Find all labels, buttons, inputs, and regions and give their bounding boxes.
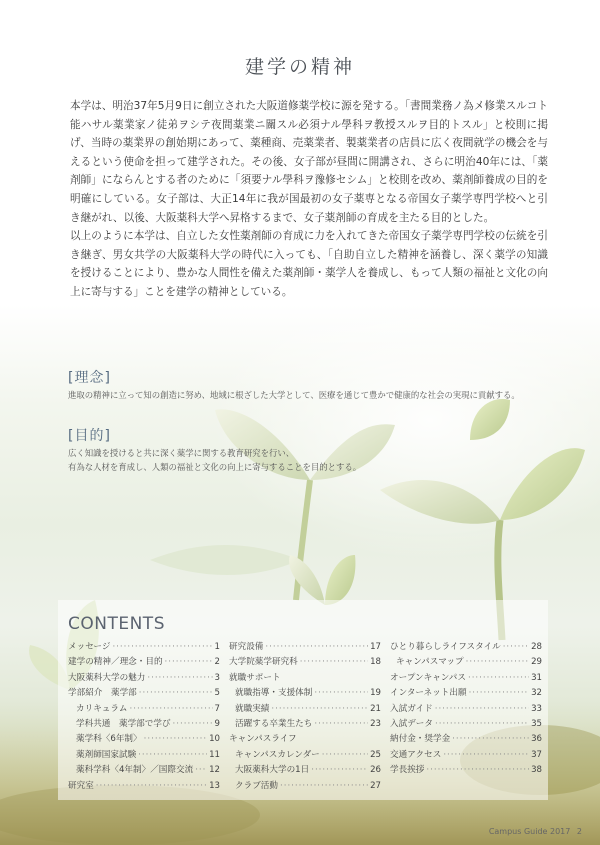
toc-leader-dots [426,763,529,778]
toc-item-label: メッセージ [68,642,111,652]
toc-leader-dots [314,686,368,701]
toc-item-label: 大学院薬学研究科 [229,657,298,668]
toc-item-page: 21 [370,703,381,714]
toc-leader-dots [280,779,368,794]
toc-column-2 [229,640,381,794]
toc-item-label: 就職実績 [235,703,270,714]
toc-item-page: 17 [370,642,381,652]
toc-item-label: 薬学科〈6年制〉 [76,734,142,745]
page-number: 2 [576,827,582,836]
toc-item[interactable] [390,763,542,778]
toc-item-page: 3 [214,672,220,683]
toc-item-page: 2 [214,657,220,668]
toc-item-label: 交通アクセス [390,749,442,760]
toc-item-label: 研究設備 [229,642,264,652]
toc-item-page: 18 [370,657,381,668]
toc-item[interactable] [390,671,542,686]
rinen-heading: [理念] [68,370,111,386]
toc-item-page: 5 [214,688,220,699]
toc-item-page: 33 [531,703,542,714]
toc-item-label: 就職指導・支援体制 [235,688,313,699]
mokuteki-line-2: 有為な人材を育成し、人類の福祉と文化の向上に寄与することを目的とする。 [68,461,362,472]
toc-item[interactable] [68,702,220,717]
toc-item[interactable] [229,702,381,717]
toc-item[interactable] [68,763,220,778]
toc-item-label: 学科共通 薬学部で学び [76,718,171,729]
toc-item-page: 9 [214,718,220,729]
toc-item-page: 38 [531,765,542,776]
founding-spirit-text [70,97,548,302]
toc-item-label: カリキュラム [76,703,128,714]
toc-item-page: 37 [531,749,542,760]
toc-leader-dots [138,748,207,763]
toc-item[interactable] [229,655,381,670]
toc-leader-dots [314,717,368,732]
toc-item[interactable] [390,732,542,747]
contents-title: CONTENTS [68,614,165,634]
toc-leader-dots [300,655,368,670]
toc-item-label: 薬剤師国家試験 [76,749,137,760]
toc-column-3 [390,640,542,779]
toc-leader-dots [311,763,368,778]
toc-item[interactable] [68,640,220,655]
toc-leader-dots [96,779,207,794]
toc-item[interactable] [68,732,220,747]
toc-item-page: 19 [370,688,381,699]
toc-item[interactable] [229,640,381,655]
toc-item[interactable] [229,779,381,794]
toc-item-label: 大阪薬科大学の1日 [235,765,310,776]
toc-leader-dots [129,702,212,717]
toc-leader-dots [147,671,212,686]
toc-leader-dots [322,748,368,763]
toc-item[interactable] [229,763,381,778]
toc-leader-dots [443,748,529,763]
toc-leader-dots [271,702,368,717]
rinen-text: 進取の精神に立って知の創造に努め、地域に根ざした大学として、医療を通じて豊かで健康的な社会の実現に貢献する。 [68,390,520,400]
footer-label: Campus Guide 2017 [488,827,571,836]
toc-item-page: 35 [531,718,542,729]
toc-item-label: ひとり暮らしライフスタイル [390,642,501,652]
toc-leader-dots [144,732,207,747]
toc-item-label: 入試ガイド [390,703,433,714]
toc-item[interactable] [390,640,542,655]
toc-item-label: 建学の精神／理念・目的 [68,657,163,668]
page-footer [485,827,582,836]
toc-item[interactable] [229,686,381,701]
toc-item-page: 36 [531,734,542,745]
toc-item[interactable] [68,686,220,701]
toc-item-label: キャンパスライフ [229,734,297,745]
toc-item-label: キャンパスカレンダー [235,749,320,760]
toc-leader-dots [503,640,529,655]
toc-item-label: 大阪薬科大学の魅力 [68,672,146,683]
toc-item-page: 1 [214,642,220,652]
toc-item-page: 26 [370,765,381,776]
toc-item[interactable] [229,748,381,763]
toc-leader-dots [112,640,212,655]
toc-item[interactable] [390,655,542,670]
toc-item[interactable] [390,748,542,763]
toc-item[interactable] [229,732,381,747]
toc-item[interactable] [390,717,542,732]
toc-item-page: 11 [209,749,220,760]
toc-item-page: 28 [531,642,542,652]
toc-item-page: 7 [214,703,220,714]
mokuteki-heading: [目的] [68,428,111,444]
founding-paragraph-1: 本学は、明治37年5月9日に創立された大阪道修薬学校に源を発する。「書間業務ノ為メ修業スルコト能ハサル薬業家ノ徒弟ヲシテ夜間薬業ニ關スル必須ナル學科ヲ教授スルヲ目的トスル」と校則に掲げ、当時の薬業界の創始期にあって、薬種商、売薬業者、製薬業者の店員に広く夜間就学の機会を与えるという使命を担って建学された。その後、女子部が昼間に開講され、さらに明治40年には、「薬剤師」にならんとする者のために「須要ナル學科ヲ豫修セシム」と校則を改め、薬剤師養成の目的を明確にしている。女子部は、大正14年に我が国最初の女子薬専となる帝国女子薬学専門学校へと引き継がれ、以後、大阪薬科大学へ昇格するまで、女子薬剤師の育成を主たる目的とした。 [70,100,548,224]
toc-leader-dots [265,640,368,655]
toc-item[interactable] [390,686,542,701]
toc-item-label: 活躍する卒業生たち [235,718,313,729]
toc-item[interactable] [68,717,220,732]
toc-leader-dots [173,717,213,732]
toc-item-page: 29 [531,657,542,668]
toc-item-label: インターネット出願 [390,688,467,699]
toc-item[interactable] [68,779,220,794]
toc-item-label: 薬科学科〈4年制〉／国際交流 [76,765,194,776]
toc-item-label: キャンパスマップ [396,657,464,668]
toc-item[interactable] [229,717,381,732]
toc-item-page: 23 [370,718,381,729]
toc-item-label: 学長挨拶 [390,765,425,776]
toc-item-label: クラブ活動 [235,780,278,791]
toc-item[interactable] [68,748,220,763]
toc-item-page: 13 [209,780,220,791]
toc-leader-dots [466,655,529,670]
toc-item-label: 就職サポート [229,672,281,683]
toc-item-page: 27 [370,780,381,791]
toc-item-page: 12 [209,765,220,776]
toc-leader-dots [195,763,207,778]
toc-item-page: 31 [531,672,542,683]
toc-column-1 [68,640,220,794]
toc-leader-dots [435,717,529,732]
toc-item-label: 入試データ [390,718,433,729]
toc-item[interactable] [68,655,220,670]
founding-paragraph-2: 以上のように本学は、自立した女性薬剤師の育成に力を入れてきた帝国女子薬学専門学校の伝統を引き継ぎ、男女共学の大阪薬科大学の時代に入っても、「自助自立した精神を涵養し、深く薬学の知識を授けることにより、豊かな人間性を備えた薬剤師・薬学人を養成し、もって人類の福祉と文化の向上に寄与する」ことを建学の精神としている。 [70,230,548,298]
toc-item[interactable] [229,671,381,686]
toc-item-page: 32 [531,688,542,699]
toc-leader-dots [468,671,529,686]
toc-item[interactable] [390,702,542,717]
toc-item-label: 研究室 [68,780,94,791]
mokuteki-line-1: 広く知識を授けると共に深く薬学に関する教育研究を行い、 [68,448,295,458]
toc-item-page: 10 [209,734,220,745]
toc-leader-dots [165,655,213,670]
toc-leader-dots [452,732,529,747]
toc-item-label: 納付金・奨学金 [390,734,451,745]
toc-item-page: 25 [370,749,381,760]
toc-leader-dots [139,686,213,701]
toc-leader-dots [435,702,529,717]
toc-item-label: オープンキャンパス [390,672,466,683]
mokuteki-text [68,447,538,474]
page-title: 建学の精神 [244,56,355,78]
toc-leader-dots [469,686,529,701]
toc-item[interactable] [68,671,220,686]
toc-item-label: 学部紹介 薬学部 [68,688,137,699]
